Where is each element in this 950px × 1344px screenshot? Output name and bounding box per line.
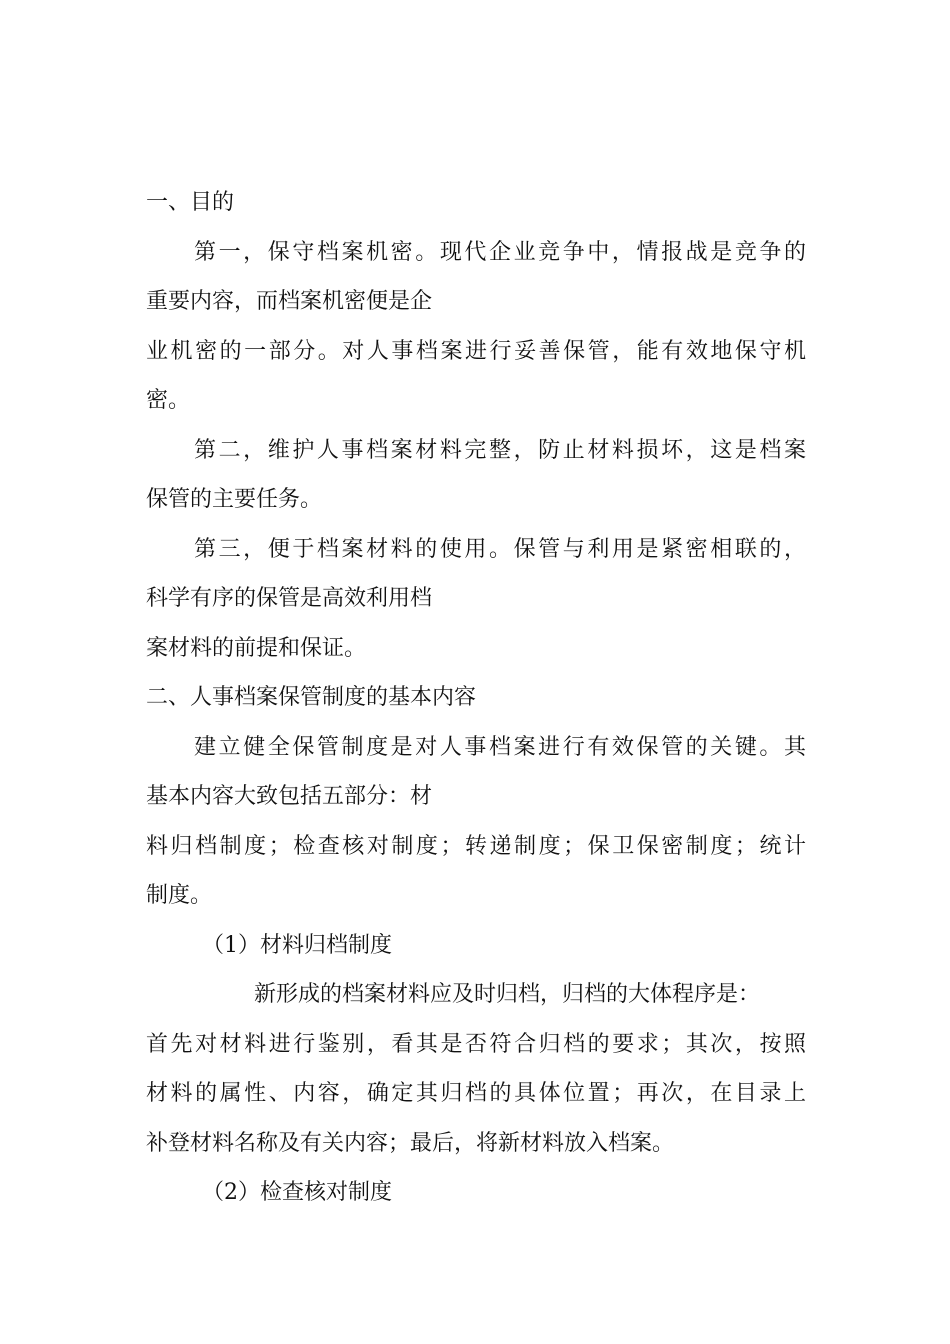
paragraph-line: 重要内容，而档案机密便是企 [146, 289, 433, 314]
paragraph-line: 制度。 [146, 883, 213, 908]
section-heading-content: 二、人事档案保管制度的基本内容 [146, 685, 477, 710]
paragraph-line: 业机密的一部分。对人事档案进行妥善保管，能有效地保守机 [146, 338, 806, 364]
paragraph-line: 保管的主要任务。 [146, 487, 323, 512]
paragraph-line: 第三，便于档案材料的使用。保管与利用是紧密相联的， [194, 536, 806, 562]
paragraph-line: 基本内容大致包括五部分：材 [146, 784, 433, 809]
paragraph-line: 案材料的前提和保证。 [146, 635, 367, 661]
paragraph-line: 料归档制度；检查核对制度；转递制度；保卫保密制度；统计 [146, 833, 806, 859]
subheading-filing-system: （1）材料归档制度 [202, 932, 392, 958]
section-heading-purpose: 一、目的 [146, 190, 235, 215]
paragraph-line: 第二，维护人事档案材料完整，防止材料损坏，这是档案 [194, 437, 806, 463]
subheading-check-system: （2）检查核对制度 [202, 1180, 392, 1205]
paragraph-line: 建立健全保管制度是对人事档案进行有效保管的关键。其 [194, 734, 806, 760]
paragraph-line: 新形成的档案材料应及时归档，归档的大体程序是： [254, 982, 761, 1007]
document-body [146, 178, 806, 1218]
paragraph-line: 首先对材料进行鉴别，看其是否符合归档的要求；其次，按照 [146, 1031, 806, 1057]
paragraph-line: 密。 [146, 388, 191, 413]
paragraph-line: 补登材料名称及有关内容；最后，将新材料放入档案。 [146, 1130, 675, 1156]
paragraph-line: 材料的属性、内容，确定其归档的具体位置；再次，在目录上 [146, 1081, 806, 1106]
paragraph-line: 科学有序的保管是高效利用档 [146, 586, 433, 611]
paragraph-line: 第一，保守档案机密。现代企业竞争中，情报战是竞争的 [194, 239, 806, 265]
